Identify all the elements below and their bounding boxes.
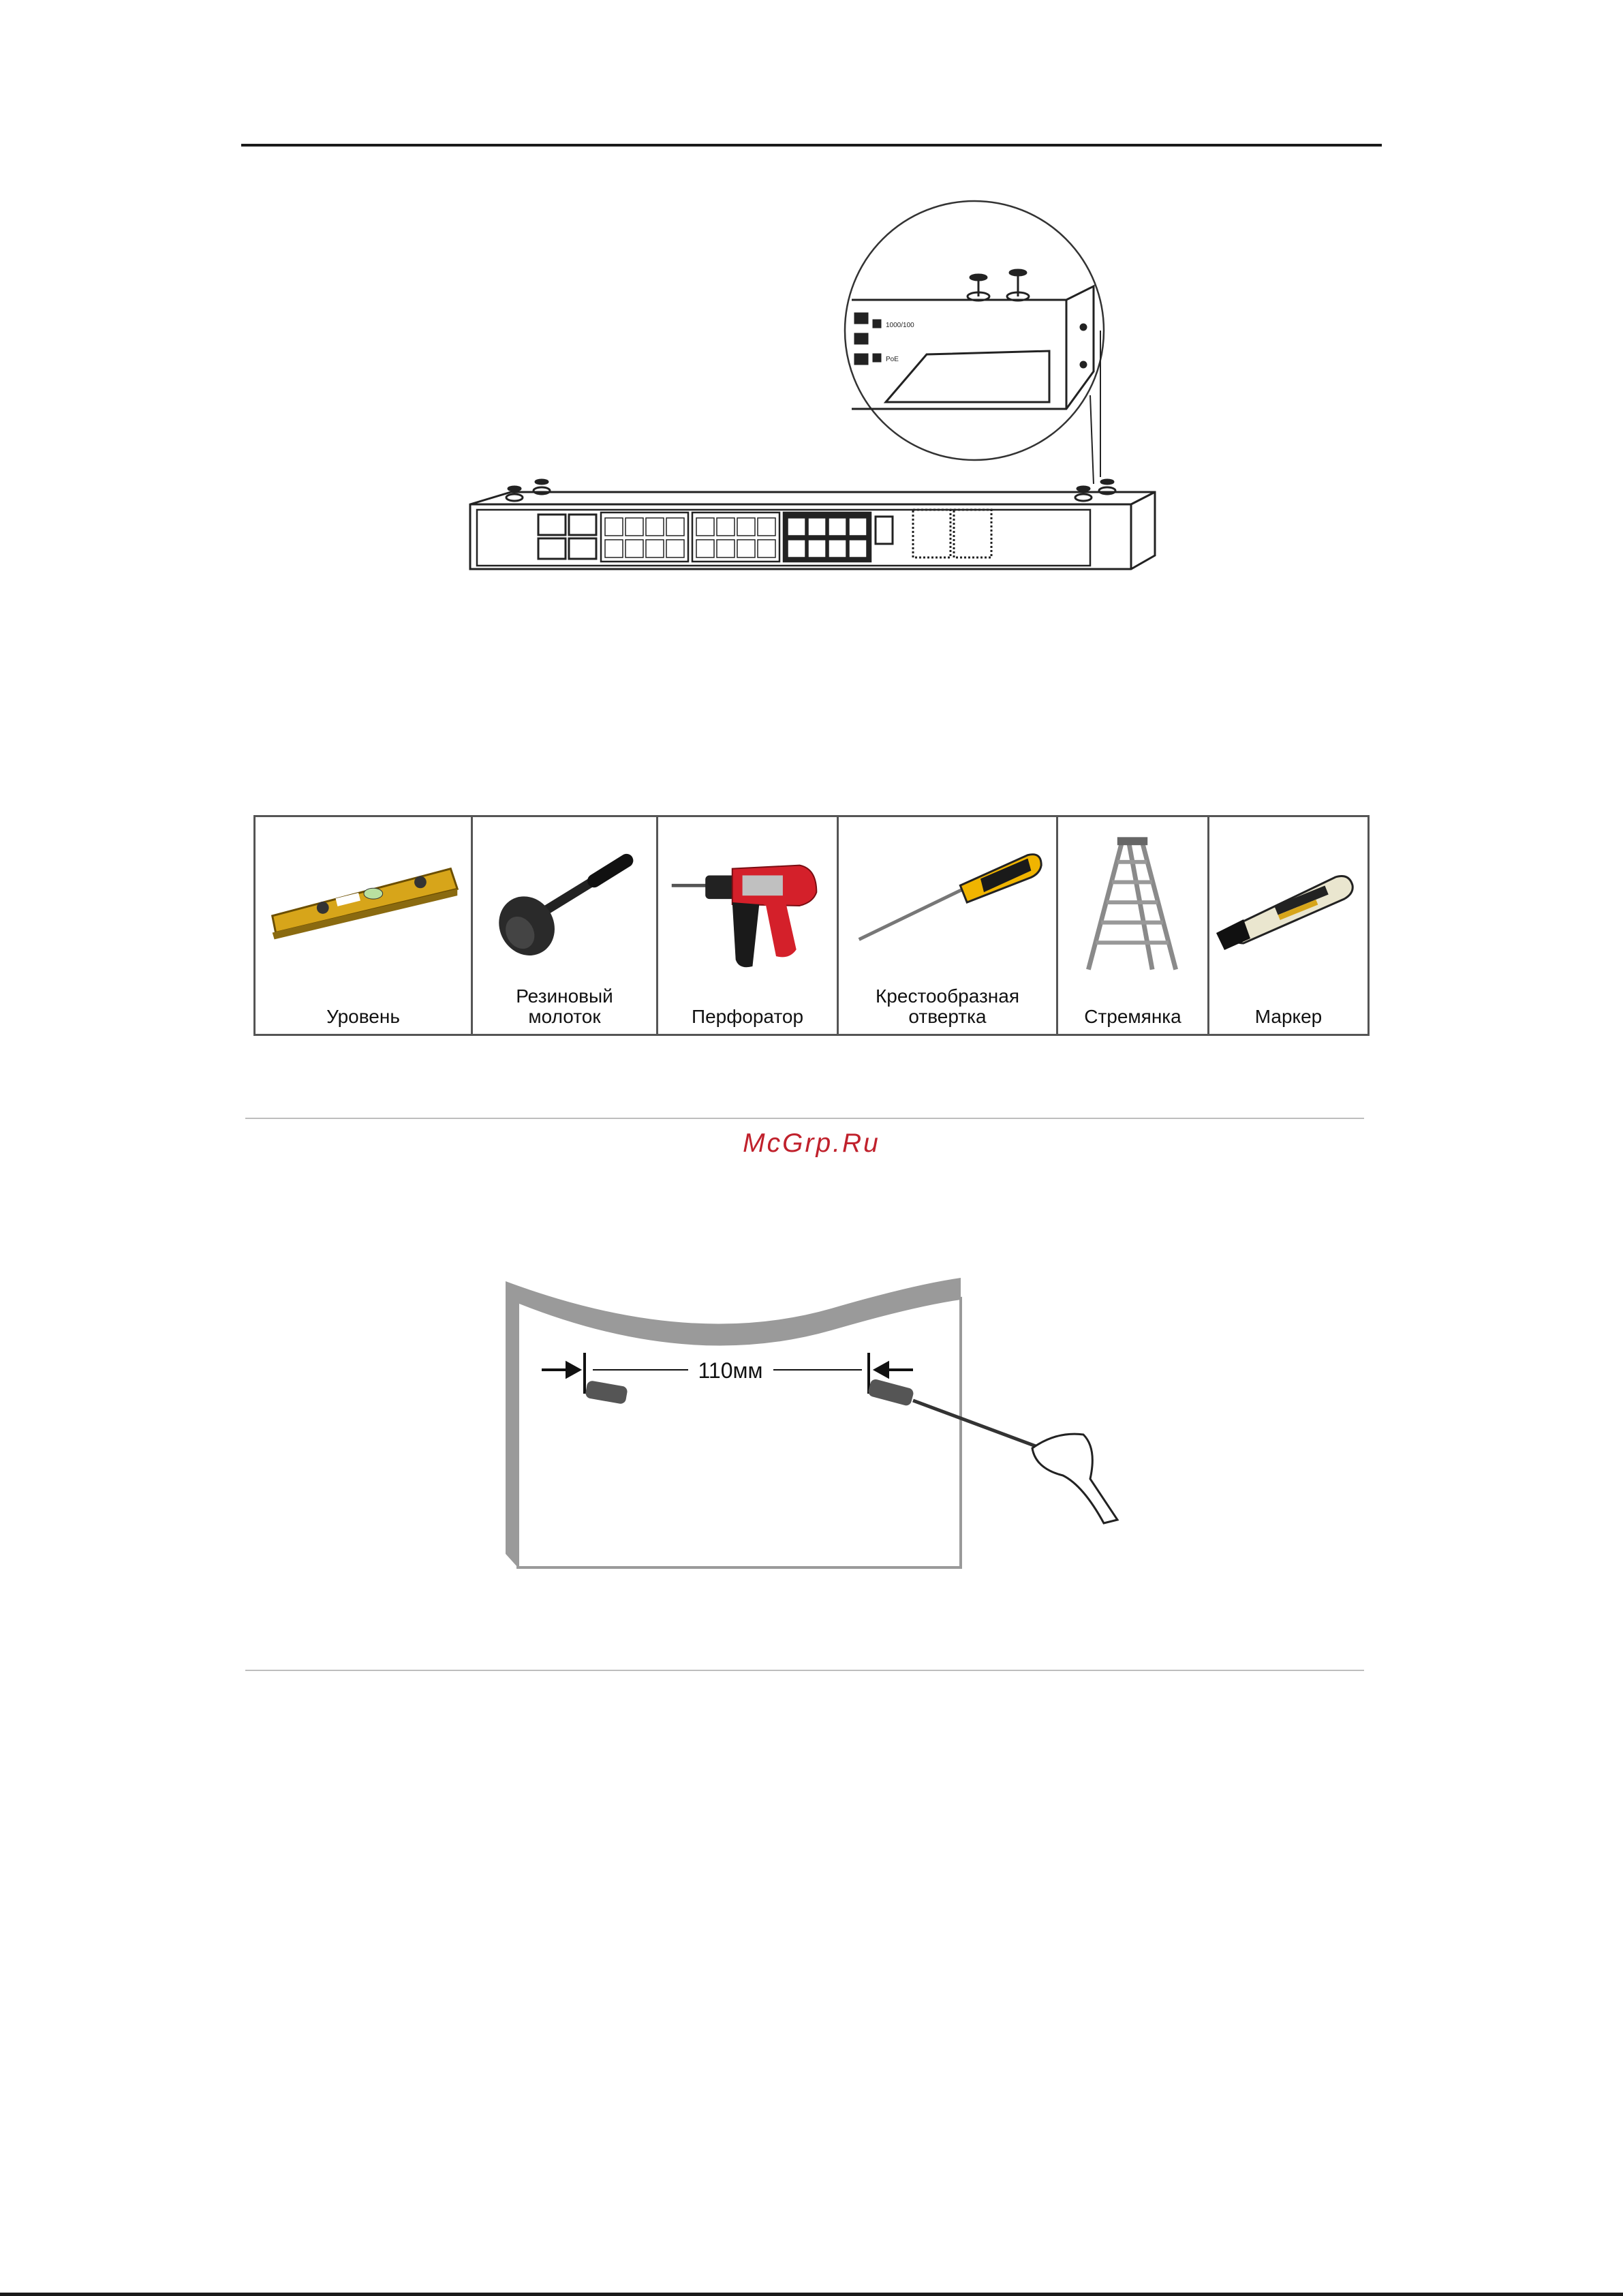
footer-rule — [0, 2293, 1623, 2296]
tool-cell-ladder — [1058, 817, 1209, 1034]
hammer-drill-icon — [658, 831, 837, 977]
tool-label: Крестообразная отвертка — [875, 985, 1019, 1027]
wall-anchor-diagram — [491, 1268, 1145, 1581]
stepladder-icon — [1058, 831, 1207, 977]
switch-mounting-illustration — [450, 198, 1172, 579]
zoom-circle — [845, 201, 1104, 460]
header-rule — [241, 144, 1382, 147]
rubber-mallet-icon — [473, 831, 656, 977]
tool-label: Перфоратор — [691, 1006, 804, 1027]
watermark: McGrp.Ru — [743, 1129, 880, 1158]
tool-cell-level — [256, 817, 473, 1034]
tool-cell-drill — [658, 817, 839, 1034]
tool-label: Маркер — [1254, 1006, 1323, 1027]
marker-icon — [1209, 831, 1367, 977]
svg-text:1000/100: 1000/100 — [886, 322, 914, 329]
tool-cell-mallet — [473, 817, 658, 1034]
tool-label: Уровень — [326, 1006, 400, 1027]
section-divider — [245, 1670, 1364, 1671]
tool-label: Стремянка — [1084, 1006, 1181, 1027]
phillips-screwdriver-icon — [839, 831, 1056, 977]
tools-table — [253, 815, 1370, 1036]
svg-text:PoE: PoE — [886, 356, 899, 363]
section-divider — [245, 1118, 1364, 1119]
distance-label: 110мм — [698, 1358, 763, 1383]
tool-label: Резиновый молоток — [516, 985, 613, 1027]
tool-cell-marker — [1209, 817, 1367, 1034]
spirit-level-icon — [256, 831, 471, 977]
tool-cell-screwdriver — [839, 817, 1058, 1034]
